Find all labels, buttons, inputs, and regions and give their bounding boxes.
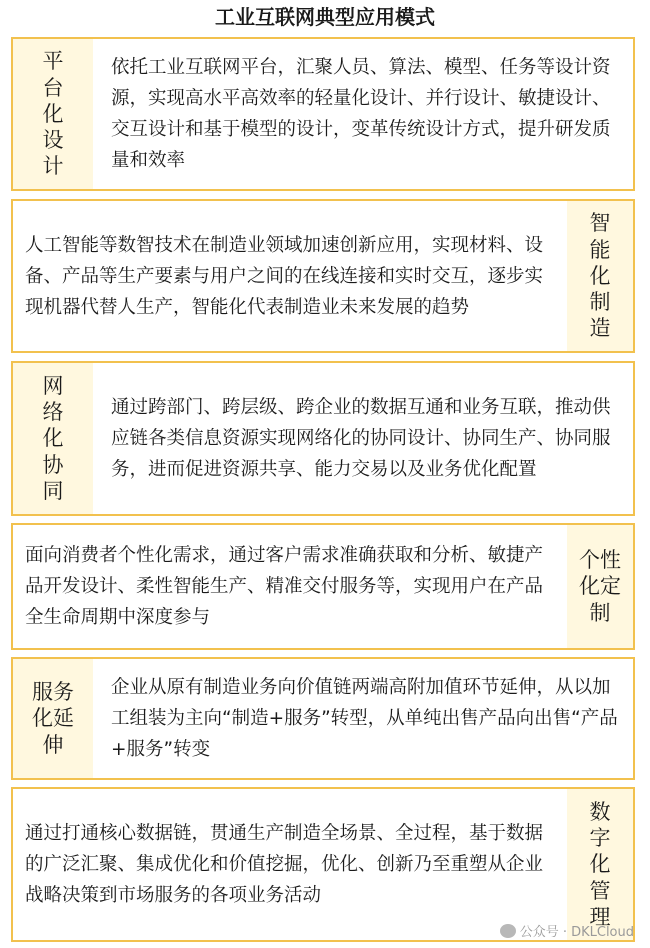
mode-description: 通过跨部门、跨层级、跨企业的数据互通和业务互联，推动供应链各类信息资源实现网络化的协同设计、协同生产、协同服务，进而促进资源共享、能力交易以及业务优化配置	[93, 363, 633, 514]
diagram-title: 工业互联网典型应用模式	[215, 5, 435, 29]
mode-label: 智 能 化 制 造	[589, 211, 611, 341]
mode-platform-design	[11, 37, 635, 191]
mode-label: 网 络 化 协 同	[42, 373, 64, 503]
mode-digital-management	[11, 787, 635, 942]
mode-service-extension	[11, 657, 635, 780]
mode-description: 面向消费者个性化需求，通过客户需求准确获取和分析、敏捷产品开发设计、柔性智能生产、精准交付服务等，实现用户在产品全生命周期中深度参与	[13, 525, 567, 648]
mode-description: 人工智能等数智技术在制造业领域加速创新应用，实现材料、设备、产品等生产要素与用户之间的在线连接和实时交互，逐步实现机器代替人生产，智能化代表制造业未来发展的趋势	[13, 201, 567, 351]
mode-intelligent-manufacturing	[11, 199, 635, 353]
watermark: 公众号 · DKLCloud	[500, 921, 634, 940]
mode-description: 依托工业互联网平台，汇聚人员、算法、模型、任务等设计资源，实现高水平高效率的轻量化设计、并行设计、敏捷设计、交互设计和基于模型的设计，变革传统设计方式，提升研发质量和效率	[93, 39, 633, 189]
mode-label: 平 台 化 设 计	[42, 49, 64, 179]
mode-label: 服务 化延 伸	[32, 680, 74, 757]
mode-personalized-customization	[11, 523, 635, 650]
mode-description: 通过打通核心数据链，贯通生产制造全场景、全过程，基于数据的广泛汇聚、集成优化和价值挖掘，优化、创新乃至重塑从企业战略决策到市场服务的各项业务活动	[13, 789, 567, 940]
mode-label: 个性 化定 制	[579, 548, 621, 625]
wechat-icon	[500, 924, 516, 938]
mode-description: 企业从原有制造业务向价值链两端高附加值环节延伸，从以加工组装为主向“制造+服务”转型，从单纯出售产品向出售“产品+服务”转变	[93, 659, 633, 778]
mode-label: 数 字 化 管 理	[589, 799, 611, 929]
mode-networked-collaboration	[11, 361, 635, 516]
